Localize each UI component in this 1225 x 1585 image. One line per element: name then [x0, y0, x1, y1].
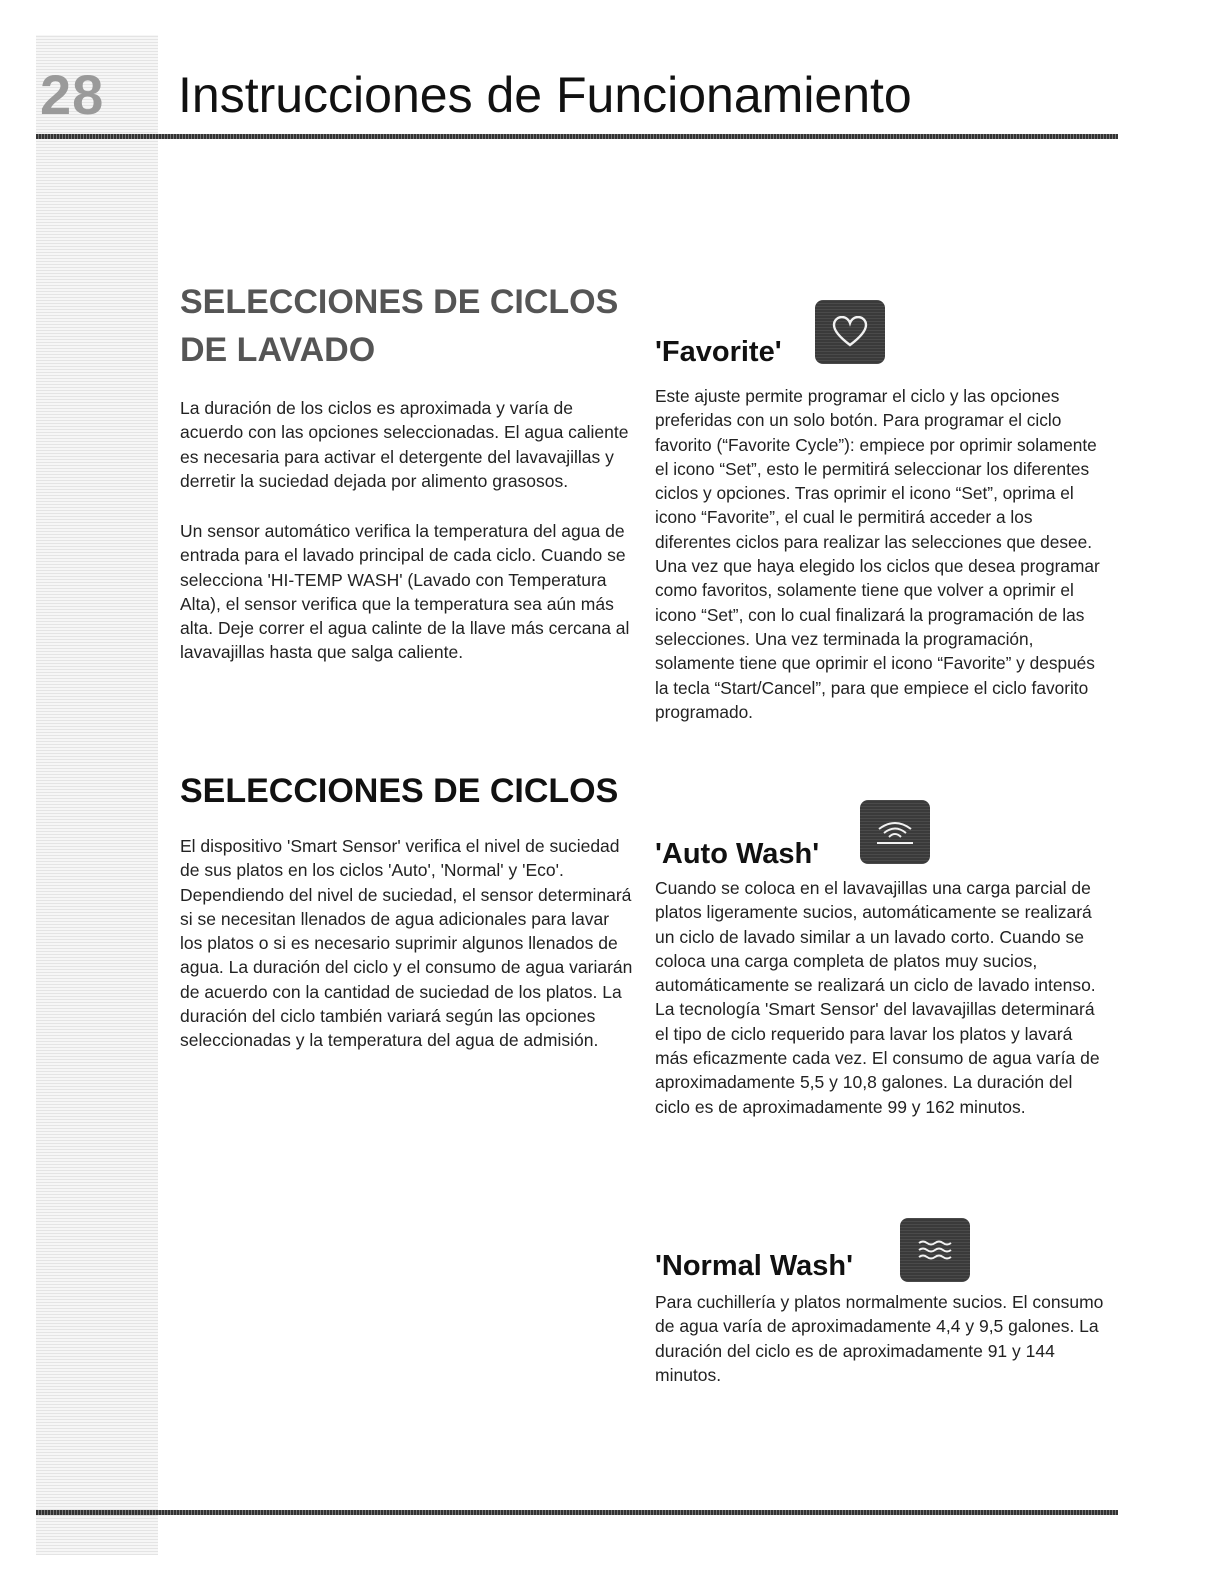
favorite-title: 'Favorite' [655, 336, 782, 368]
auto-wash-title: 'Auto Wash' [655, 838, 820, 870]
page-number: 28 [40, 63, 105, 126]
side-strip [36, 35, 158, 1555]
wash-cycles-paragraph-2: Un sensor automático verifica la temperatura del agua de entrada para el lavado principal de cada ciclo. Cuando se selecciona 'HI-TEMP WASH' (Lavado con Temperatura Alta), el sensor verifica que la temperatura sea aún más alta. Deje correr el agua calinte de la llave más cercana al lavavajillas hasta que salga caliente. [180, 521, 630, 663]
heart-icon [815, 300, 885, 364]
page-title: Instrucciones de Funcionamiento [178, 67, 912, 123]
normal-wash-description: Para cuchillería y platos normalmente sucios. El consumo de agua varía de aproximadamente 4,4 y 9,5 galones. La duración del ciclo es de aproximadamente 91 y 144 minutos. [655, 1292, 1104, 1385]
heading-wash-cycle-selections: SELECCIONES DE CICLOS DE LAVADO [180, 283, 619, 369]
wash-cycles-paragraph-1: La duración de los ciclos es aproximada y varía de acuerdo con las opciones seleccionadas. El agua caliente es necesaria para activar el detergente del lavavajillas y derretir la suciedad dejada por alimento grasosos. [180, 398, 629, 491]
footer-rule [36, 1510, 1118, 1515]
normal-wash-title: 'Normal Wash' [655, 1250, 854, 1282]
heading-cycle-selections: SELECCIONES DE CICLOS [180, 772, 619, 810]
auto-wash-description: Cuando se coloca en el lavavajillas una carga parcial de platos ligeramente sucios, automáticamente se realizará un ciclo de lavado similar a un lavado corto. Cuando se coloca una carga completa de platos muy sucios, automáticamente se realizará un ciclo de lavado intenso. La tecnología 'Smart Sensor' del lavavajillas determinará el tipo de ciclo requerido para lavar los platos y lavará más eficazmente cada vez. El consumo de agua varía de aproximadamente 5,5 y 10,8 galones. La duración del ciclo es de aproximadamente 99 y 162 minutos. [655, 878, 1100, 1117]
wavy-lines-icon [900, 1218, 970, 1282]
sensor-waves-icon [860, 800, 930, 864]
cycle-selections-paragraph: El dispositivo 'Smart Sensor' verifica el nivel de suciedad de sus platos en los ciclos 'Auto', 'Normal' y 'Eco'. Dependiendo del nivel de suciedad, el sensor determinará si se necesitan llenados de agua adicionales para lavar los platos o si es necesario suprimir algunos llenados de agua. La duración del ciclo y el consumo de agua variarán de acuerdo con la cantidad de suciedad de los platos. La duración del ciclo también variará según las opciones seleccionadas y la temperatura del agua de admisión. [180, 836, 633, 1051]
favorite-description: Este ajuste permite programar el ciclo y las opciones preferidas con un solo botón. Para programar el ciclo favorito (“Favorite Cycle”): empiece por oprimir solamente el icono “Set”, esto le permitirá seleccionar los diferentes ciclos y opciones. Tras oprimir el icono “Set”, oprima el icono “Favorite”, el cual le permitirá acceder a los diferentes ciclos para realizar las selecciones que desee. Una vez que haya elegido los ciclos que desea programar como favoritos, solamente tiene que volver a oprimir el icono “Set”, con lo cual finalizará la programación de las selecciones. Una vez terminada la programación, solamente tiene que oprimir el icono “Favorite” y después la tecla “Start/Cancel”, para que empiece el ciclo favorito programado. [655, 386, 1100, 722]
header-rule [36, 134, 1118, 139]
